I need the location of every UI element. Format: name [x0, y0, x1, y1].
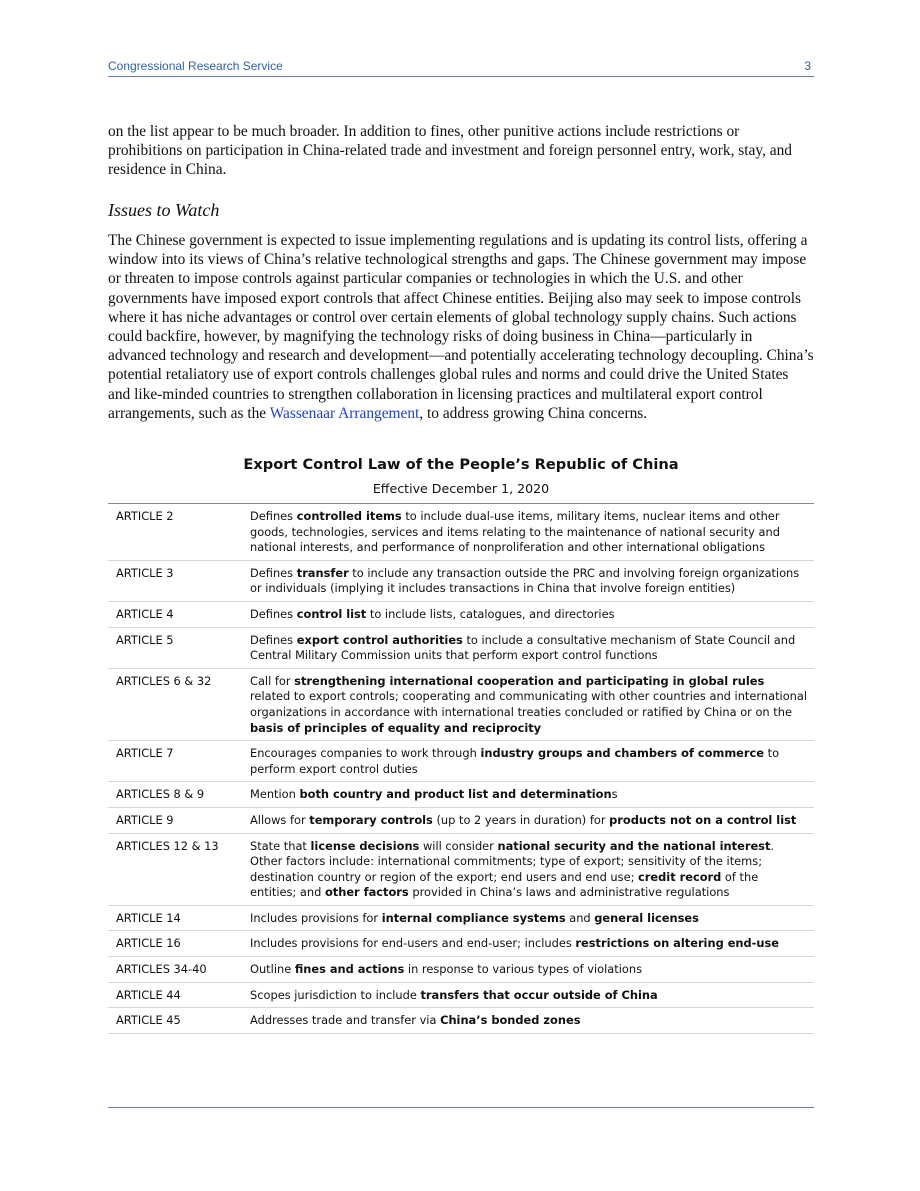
body-paragraph-1: on the list appear to be much broader. In addition to fines, other punitive actions include restrictions or prohibitions on participation in China-related trade and investment and foreign personnel entry, work, stay, and residence in China. [108, 123, 792, 179]
description-text: Includes provisions for end-users and end-user; includes [250, 936, 576, 951]
description-text: and [565, 910, 595, 925]
bold-term: industry groups and chambers of commerce [480, 746, 765, 761]
table-row [108, 668, 814, 740]
description-text: Addresses trade and transfer via [250, 1013, 441, 1028]
bold-term: other factors [324, 885, 409, 900]
description-text: will consider [419, 838, 498, 853]
table-subtitle: Effective December 1, 2020 [372, 481, 550, 496]
description-cell [242, 627, 814, 668]
table-row [108, 833, 814, 905]
export-control-table [108, 503, 814, 1034]
table-row [108, 982, 814, 1008]
bold-term: license decisions [310, 838, 420, 853]
table-row [108, 627, 814, 668]
bold-term: general licenses [594, 910, 699, 925]
table-row [108, 504, 814, 561]
bold-term: strengthening international cooperation and participating in global rules [294, 673, 765, 688]
article-cell: ARTICLE 16 [108, 931, 242, 957]
table-row [108, 931, 814, 957]
description-cell [242, 833, 814, 905]
bold-term: both country and product list and determination [299, 787, 612, 802]
paragraph-2-tail: , to address growing China concerns. [419, 404, 648, 422]
article-cell: ARTICLE 3 [108, 560, 242, 601]
bold-term: temporary controls [309, 812, 433, 827]
description-text: to include any transaction outside the PRC and involving foreign organizations or individuals (implying it includes transactions in China that involve foreign entities) [250, 565, 800, 596]
description-cell [242, 560, 814, 601]
description-cell [242, 905, 814, 931]
description-text: Encourages companies to work through [250, 746, 481, 761]
bold-term: export control authorities [296, 632, 463, 647]
description-cell [242, 807, 814, 833]
description-text: in response to various types of violations [404, 962, 643, 977]
description-text: State that [250, 838, 311, 853]
table-title: Export Control Law of the People’s Republic of China [243, 456, 679, 473]
description-cell [242, 601, 814, 627]
description-text: to include lists, catalogues, and directories [366, 606, 615, 621]
description-text: Scopes jurisdiction to include [250, 987, 421, 1002]
article-cell: ARTICLES 8 & 9 [108, 782, 242, 808]
description-cell [242, 504, 814, 561]
description-cell [242, 1008, 814, 1034]
description-text: Defines [250, 565, 297, 580]
bold-term: fines and actions [294, 962, 405, 977]
description-text: s [611, 787, 618, 802]
table-row [108, 560, 814, 601]
table-body [108, 504, 814, 1034]
header-source: Congressional Research Service [108, 59, 283, 73]
article-cell: ARTICLES 6 & 32 [108, 668, 242, 740]
description-text: provided in China’s laws and administrative regulations [408, 885, 730, 900]
article-cell: ARTICLES 34-40 [108, 957, 242, 983]
description-text: Allows for [250, 812, 310, 827]
table-row [108, 957, 814, 983]
article-cell: ARTICLE 7 [108, 741, 242, 782]
bold-term: credit record [638, 869, 722, 884]
section-heading: Issues to Watch [108, 200, 220, 220]
page-number: 3 [804, 59, 811, 73]
description-text: to perform export control duties [250, 746, 780, 776]
bold-term: national security and the national interest [497, 838, 771, 853]
description-cell [242, 931, 814, 957]
article-cell: ARTICLE 4 [108, 601, 242, 627]
table-row [108, 601, 814, 627]
bold-term: products not on a control list [609, 812, 797, 827]
description-cell [242, 668, 814, 740]
table-row [108, 807, 814, 833]
bold-term: controlled items [296, 509, 402, 523]
bold-term: transfer [296, 565, 349, 580]
description-text: Includes provisions for [250, 910, 382, 925]
bold-term: China’s bonded zones [440, 1013, 581, 1028]
article-cell: ARTICLE 14 [108, 905, 242, 931]
description-text: of the entities; and [250, 869, 759, 900]
article-cell: ARTICLE 45 [108, 1008, 242, 1034]
body-paragraph-2 [108, 231, 814, 423]
bold-term: control list [296, 606, 367, 621]
description-text: Mention [250, 787, 300, 802]
description-text: Defines [250, 606, 297, 621]
page-header [108, 56, 814, 77]
footer-divider [108, 1107, 814, 1108]
table-row [108, 782, 814, 808]
bold-term: restrictions on altering end-use [575, 936, 780, 951]
bold-term: internal compliance systems [381, 910, 566, 925]
description-text: to include dual-use items, military items, nuclear items and other goods, technologies, services and items relating to the maintenance of national security and national interests, and performance of nonproliferation and other international obligations [250, 509, 780, 555]
description-text: Call for [250, 673, 295, 688]
table-row [108, 905, 814, 931]
description-text: related to export controls; cooperating and communicating with other countries and international organizations in accordance with international treaties concluded or ratified by China or on the [250, 689, 808, 719]
description-text: to include a consultative mechanism of State Council and Central Military Commission units that perform export control functions [250, 632, 796, 663]
description-text: Defines [250, 509, 297, 523]
table-row [108, 741, 814, 782]
article-cell: ARTICLES 12 & 13 [108, 833, 242, 905]
article-cell: ARTICLE 5 [108, 627, 242, 668]
description-text: Defines [250, 632, 297, 647]
description-cell [242, 741, 814, 782]
table-row [108, 1008, 814, 1034]
bold-term: transfers that occur outside of China [420, 987, 658, 1002]
paragraph-2-text: The Chinese government is expected to issue implementing regulations and is updating its control lists, offering a window into its views of China’s relative technological strengths and gaps. The Chinese government may impose or threaten to impose controls against particular companies or technologies in which the U.S. and other governments have imposed export controls that affect Chinese entities. Beijing also may seek to impose controls where it has niche advantages or control over certain elements of global technology supply chains. Such actions could backfire, however, by magnifying the technology risks of doing business in China—particularly in advanced technology and research and development—and potentially accelerating technology decoupling. China’s potential retaliatory use of export controls challenges global rules and norms and could drive the United States and like-minded countries to strengthen collaboration in licensing practices and multilateral export control arrangements, such as the [108, 232, 814, 422]
article-cell: ARTICLE 44 [108, 982, 242, 1008]
bold-term: basis of principles of equality and reciprocity [250, 720, 542, 735]
export-control-table-section [108, 456, 814, 1034]
article-cell: ARTICLE 9 [108, 807, 242, 833]
article-cell: ARTICLE 2 [108, 504, 242, 561]
description-text: Outline [250, 962, 295, 977]
wassenaar-arrangement-link[interactable]: Wassenaar Arrangement [269, 404, 420, 422]
description-cell [242, 957, 814, 983]
description-text: . Other factors include: international commitments; type of export; sensitivity of the items; destination country or region of the export; end users and end use; [250, 838, 775, 884]
description-cell [242, 782, 814, 808]
description-cell [242, 982, 814, 1008]
description-text: (up to 2 years in duration) for [432, 812, 610, 827]
